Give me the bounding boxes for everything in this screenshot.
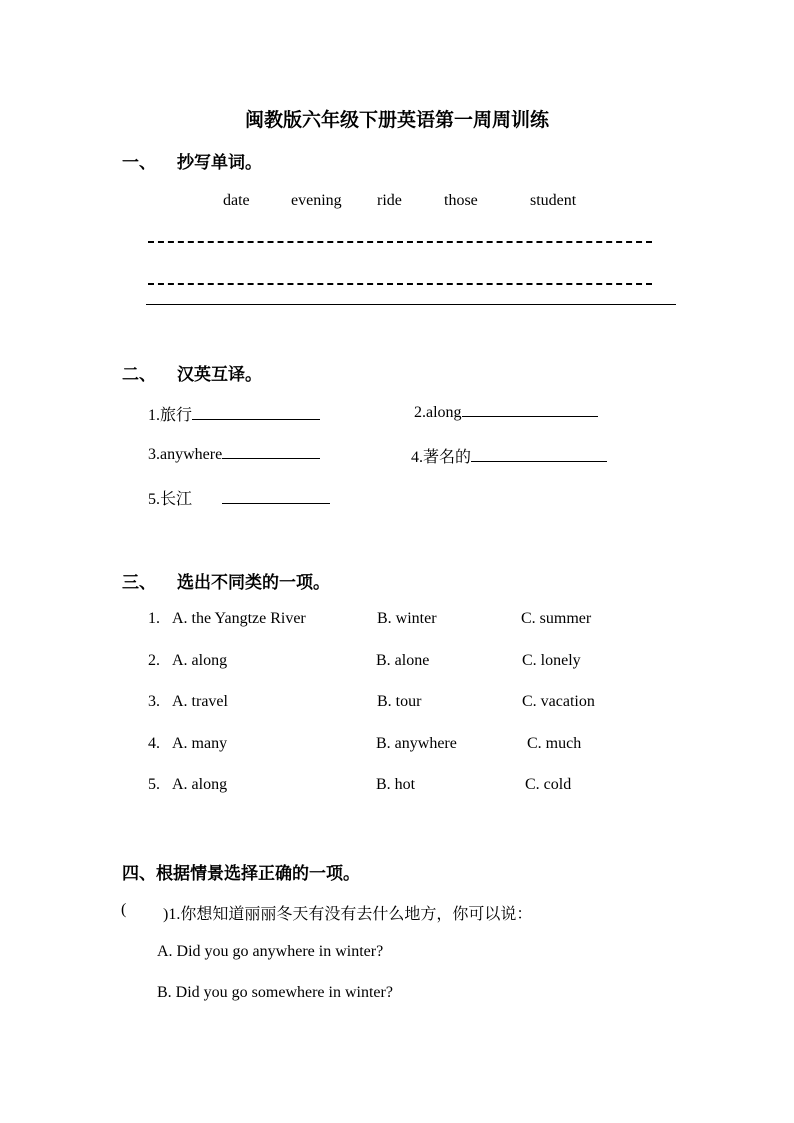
answer-blank[interactable] bbox=[222, 489, 330, 504]
question-number: 3. bbox=[148, 693, 160, 710]
answer-blank[interactable] bbox=[471, 447, 607, 462]
answer-blank[interactable] bbox=[192, 405, 320, 420]
option-a: A. travel bbox=[172, 693, 228, 710]
option-a: A. along bbox=[172, 652, 228, 669]
option-b: B. tour bbox=[377, 693, 422, 710]
option-c: C. summer bbox=[521, 610, 592, 627]
option-b: B. hot bbox=[376, 776, 416, 793]
copy-line-1 bbox=[148, 241, 652, 243]
option-a: A. the Yangtze River bbox=[172, 610, 306, 627]
translate-item-3 bbox=[148, 444, 320, 464]
copy-line-3 bbox=[146, 304, 676, 305]
section-number: 二、 bbox=[122, 365, 156, 384]
option-c: C. vacation bbox=[522, 693, 595, 710]
word-3: ride bbox=[377, 192, 402, 209]
section-title: 抄写单词。 bbox=[177, 153, 262, 172]
word-1: date bbox=[223, 192, 250, 209]
option-a: A. many bbox=[172, 735, 228, 752]
word-4: those bbox=[444, 192, 478, 209]
answer-blank[interactable] bbox=[222, 444, 320, 459]
item-label: 2.along bbox=[414, 404, 462, 421]
question-1-option-b: B. Did you go somewhere in winter? bbox=[157, 984, 393, 1001]
word-5: student bbox=[530, 192, 577, 209]
section-title: 汉英互译。 bbox=[177, 365, 262, 384]
option-b: B. alone bbox=[376, 652, 430, 669]
question-number: 5. bbox=[148, 776, 160, 793]
option-a: A. along bbox=[172, 776, 228, 793]
item-label: 4.著名的 bbox=[411, 449, 472, 466]
answer-paren-open[interactable]: ( bbox=[121, 901, 127, 918]
translate-item-5 bbox=[148, 486, 330, 509]
item-label: 1.旅行 bbox=[148, 407, 193, 424]
translate-item-4 bbox=[411, 444, 607, 467]
section-1-heading bbox=[122, 148, 262, 173]
section-3-heading bbox=[122, 568, 330, 593]
question-1-option-a: A. Did you go anywhere in winter? bbox=[157, 943, 384, 960]
translate-item-1 bbox=[148, 402, 320, 425]
section-title: 选出不同类的一项。 bbox=[177, 573, 330, 592]
item-label: 3.anywhere bbox=[148, 446, 223, 463]
page-title: 闽教版六年级下册英语第一周周训练 bbox=[244, 110, 549, 131]
option-c: C. cold bbox=[525, 776, 572, 793]
answer-blank[interactable] bbox=[462, 402, 598, 417]
question-1-text: )1.你想知道丽丽冬天有没有去什么地方，你可以说： bbox=[163, 906, 533, 923]
word-2: evening bbox=[291, 192, 342, 209]
option-c: C. much bbox=[527, 735, 582, 752]
question-number: 2. bbox=[148, 652, 160, 669]
section-4-heading: 四、根据情景选择正确的一项。 bbox=[122, 864, 360, 883]
copy-line-2 bbox=[148, 283, 652, 285]
question-number: 4. bbox=[148, 735, 160, 752]
section-2-heading bbox=[122, 360, 262, 385]
option-b: B. anywhere bbox=[376, 735, 457, 752]
section-number: 三、 bbox=[122, 573, 156, 592]
section-number: 一、 bbox=[122, 153, 156, 172]
option-c: C. lonely bbox=[522, 652, 581, 669]
option-b: B. winter bbox=[377, 610, 437, 627]
question-number: 1. bbox=[148, 610, 160, 627]
translate-item-2 bbox=[414, 402, 598, 422]
item-label: 5.长江 bbox=[148, 491, 193, 508]
